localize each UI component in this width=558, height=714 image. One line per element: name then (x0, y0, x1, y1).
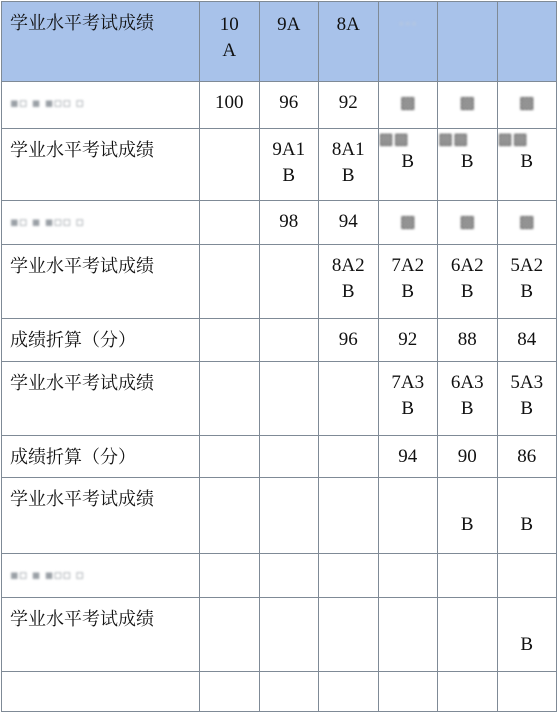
score-cell (378, 361, 438, 435)
header-label-cell (2, 2, 200, 82)
header-row (2, 2, 557, 82)
score-cell (438, 129, 498, 201)
score-value (379, 478, 438, 486)
table-row (2, 129, 557, 201)
score-value: 98 (279, 211, 299, 233)
score-value: 5A2 B (510, 255, 544, 303)
table-row (2, 435, 557, 477)
score-cell (200, 671, 260, 711)
score-cell (319, 319, 379, 361)
score-cell (438, 245, 498, 319)
score-value (200, 201, 259, 209)
row-label-cell (2, 201, 200, 245)
score-cell (438, 477, 498, 553)
table-row (2, 477, 557, 553)
score-value (200, 436, 259, 444)
score-value: 96 (279, 92, 299, 114)
score-cell (259, 201, 319, 245)
row-label-cell (2, 361, 200, 435)
score-cell (200, 201, 260, 245)
score-value-blurred: ▩ (399, 212, 416, 232)
score-cell (200, 245, 260, 319)
header-cell (319, 2, 379, 82)
score-cell (259, 129, 319, 201)
score-value: 92 (338, 92, 358, 114)
score-value (319, 362, 378, 370)
score-cell (497, 477, 557, 553)
score-cell (438, 201, 498, 245)
row-label-cell (2, 82, 200, 129)
header-cell (438, 2, 498, 82)
score-value (260, 554, 319, 562)
row-label: 学业水平考试成绩 (10, 256, 154, 278)
score-value: 7A3 B (391, 371, 425, 419)
row-label-cell (2, 245, 200, 319)
score-cell (319, 671, 379, 711)
score-cell (259, 82, 319, 129)
score-value: 90 (457, 445, 477, 467)
row-label-blurred: ▪▫ ▪ ▪▫▫ ▫ (10, 215, 85, 231)
score-value (319, 672, 378, 680)
score-value (260, 436, 319, 444)
score-value: B (460, 513, 474, 535)
score-cell (259, 477, 319, 553)
row-label-cell (2, 319, 200, 361)
score-value (438, 554, 497, 562)
score-value (319, 436, 378, 444)
score-value (200, 598, 259, 606)
score-value (438, 598, 497, 606)
score-cell (378, 319, 438, 361)
score-value (200, 319, 259, 327)
score-value: 88 (457, 329, 477, 351)
score-value (498, 672, 557, 680)
score-cell (319, 82, 379, 129)
score-value-blurred: ▩ (459, 212, 476, 232)
score-cell (438, 435, 498, 477)
table-row (2, 597, 557, 671)
row-label: 学业水平考试成绩 (10, 372, 154, 394)
score-value (260, 478, 319, 486)
score-value-blurred: ▩ (518, 212, 535, 232)
row-label-cell (2, 553, 200, 597)
score-value (200, 554, 259, 562)
score-value-blurred-part: ▩▩ (497, 131, 528, 149)
score-value: 8A2 B (331, 255, 365, 303)
score-value: 84 (517, 329, 537, 351)
header-label: 学业水平考试成绩 (10, 13, 154, 34)
score-cell (200, 435, 260, 477)
score-value (319, 478, 378, 486)
score-value (200, 672, 259, 680)
header-cell (497, 2, 557, 82)
score-cell (497, 597, 557, 671)
header-value: 10 A (219, 14, 239, 61)
score-cell (319, 597, 379, 671)
row-label: 成绩折算（分） (10, 330, 136, 352)
score-value: 100 (215, 92, 244, 114)
table-row (2, 319, 557, 361)
row-label-cell (2, 597, 200, 671)
score-cell (378, 477, 438, 553)
score-cell (200, 82, 260, 129)
score-cell (200, 319, 260, 361)
score-cell (378, 82, 438, 129)
score-value: 92 (398, 329, 418, 351)
score-cell (497, 671, 557, 711)
score-cell (378, 671, 438, 711)
score-value: 8A1 B (331, 139, 365, 187)
score-cell (200, 597, 260, 671)
score-value (319, 554, 378, 562)
score-value-blurred-part: ▩▩ (438, 131, 469, 149)
score-value-blurred: ▩ (459, 93, 476, 113)
score-cell (259, 553, 319, 597)
header-cell (259, 2, 319, 82)
score-cell (319, 129, 379, 201)
score-cell (438, 82, 498, 129)
score-value-blurred: ▩ (518, 93, 535, 113)
table-row (2, 201, 557, 245)
score-cell (259, 597, 319, 671)
score-cell (378, 553, 438, 597)
score-cell (497, 201, 557, 245)
score-cell (319, 201, 379, 245)
score-cell (497, 553, 557, 597)
score-cell (497, 129, 557, 201)
score-cell (200, 129, 260, 201)
score-cell (497, 82, 557, 129)
score-cell (378, 129, 438, 201)
score-cell (259, 245, 319, 319)
score-value (260, 362, 319, 370)
row-label-blurred: ▪▫ ▪ ▪▫▫ ▫ (10, 96, 85, 112)
score-value (438, 672, 497, 680)
score-value: 94 (398, 445, 418, 467)
header-value (498, 2, 557, 12)
score-value: 6A2 B (450, 255, 484, 303)
table-row (2, 553, 557, 597)
row-label-cell (2, 129, 200, 201)
score-cell (438, 319, 498, 361)
score-cell (319, 361, 379, 435)
score-cell (319, 477, 379, 553)
score-cell (319, 435, 379, 477)
table-row (2, 245, 557, 319)
score-cell (259, 435, 319, 477)
score-value: 5A3 B (510, 371, 544, 419)
score-value: B (520, 513, 534, 535)
score-value (200, 362, 259, 370)
score-cell (319, 553, 379, 597)
row-label-cell (2, 477, 200, 553)
score-value (260, 245, 319, 253)
score-cell (200, 477, 260, 553)
row-label: 学业水平考试成绩 (10, 140, 154, 162)
score-value: 7A2 B (391, 255, 425, 303)
row-label-blurred: ▪▫ ▪ ▪▫▫ ▫ (10, 567, 85, 583)
score-value-blurred-part: ▩▩ (378, 131, 409, 149)
score-cell (497, 245, 557, 319)
score-value (200, 245, 259, 253)
score-value: 96 (338, 329, 358, 351)
score-cell (200, 553, 260, 597)
score-cell (319, 245, 379, 319)
score-value (260, 598, 319, 606)
score-value (200, 478, 259, 486)
score-value: 6A3 B (450, 371, 484, 419)
score-cell (200, 361, 260, 435)
score-value-blurred: ▩ (399, 93, 416, 113)
header-cell (200, 2, 260, 82)
score-cell (259, 361, 319, 435)
score-value: B (401, 151, 415, 173)
score-value: 94 (338, 211, 358, 233)
score-value (260, 319, 319, 327)
score-cell (259, 671, 319, 711)
score-value: B (520, 633, 534, 655)
score-cell (438, 671, 498, 711)
score-value: 86 (517, 445, 537, 467)
grade-table (1, 1, 557, 712)
score-value: B (520, 151, 534, 173)
score-value (379, 598, 438, 606)
score-value: 9A1 B (272, 139, 306, 187)
header-value: 8A (336, 14, 360, 35)
score-cell (438, 361, 498, 435)
score-value: B (460, 151, 474, 173)
row-label: 成绩折算（分） (10, 446, 136, 468)
row-label-cell (2, 671, 200, 711)
table-row (2, 671, 557, 711)
score-cell (497, 435, 557, 477)
score-cell (438, 597, 498, 671)
score-cell (497, 319, 557, 361)
table-row (2, 361, 557, 435)
row-label (2, 672, 199, 682)
score-cell (378, 245, 438, 319)
score-cell (378, 597, 438, 671)
table-body (2, 2, 557, 712)
score-value (200, 129, 259, 137)
score-value (260, 672, 319, 680)
row-label: 学业水平考试成绩 (10, 488, 154, 510)
score-cell (378, 435, 438, 477)
score-value (319, 598, 378, 606)
score-cell (259, 319, 319, 361)
row-label-cell (2, 435, 200, 477)
header-value (438, 2, 497, 12)
header-cell (378, 2, 438, 82)
score-value (498, 554, 557, 562)
header-value-blurred: ⋯ (398, 14, 418, 35)
score-cell (497, 361, 557, 435)
table-row (2, 82, 557, 129)
score-value (379, 554, 438, 562)
header-value: 9A (277, 14, 301, 35)
score-cell (378, 201, 438, 245)
score-value (379, 672, 438, 680)
score-cell (438, 553, 498, 597)
row-label: 学业水平考试成绩 (10, 608, 154, 630)
